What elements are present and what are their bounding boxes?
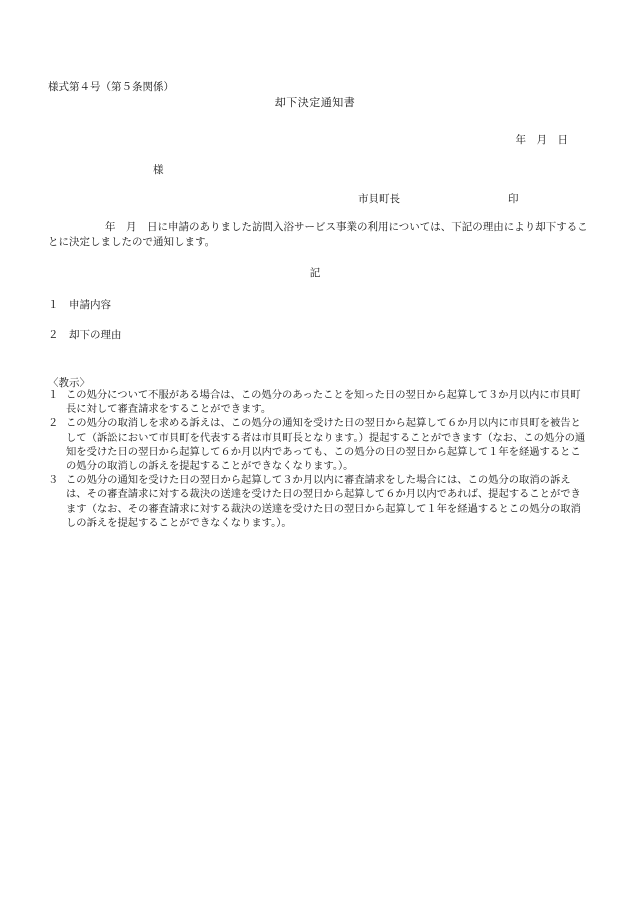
issue-date: 年 月 日 [515, 134, 568, 146]
notice-item [48, 388, 588, 416]
notice-number: ２ [48, 417, 59, 430]
addressee-honorific: 様 [153, 164, 164, 176]
seal-mark: 印 [508, 193, 519, 205]
notice-item [48, 473, 588, 530]
item-rejection-reason [48, 328, 122, 343]
notice-list [48, 388, 588, 530]
notice-item [48, 416, 588, 473]
notice-text: この処分の取消しを求める訴えは、この処分の通知を受けた日の翌日から起算して６か月以内に市貝町を被告として（訴訟において市貝町を代表する者は市貝町長となります。）提起することができます（なお、この処分の通知を受けた日の翌日から起算して６か月以内であっても、この処分の日の翌日から起算して１年を経過するとこの処分の取消しの訴えを提起することができなくなります。）。 [66, 417, 586, 473]
notice-number: ３ [48, 474, 59, 487]
item-application-content [48, 298, 111, 313]
document-title: 却下決定通知書 [274, 96, 356, 109]
application-date: 年 月 [105, 221, 147, 233]
ki-heading: 記 [309, 267, 321, 279]
notice-text: この処分の通知を受けた日の翌日から起算して３か月以内に審査請求をした場合には、この処分の取消の訴えは、その審査請求に対する裁決の送達を受けた日の翌日から起算して６か月以内であれば、提起することができます（なお、その審査請求に対する裁決の送達を受けた日の翌日から起算して１年を経過するとこの処分の取消しの訴えを提起することができなくなります。）。 [66, 474, 581, 529]
item-number: ２ [48, 329, 59, 341]
form-number: 様式第４号（第５条関係） [48, 81, 174, 93]
item-number: １ [48, 299, 59, 311]
sender-name: 市貝町長 [358, 193, 400, 205]
item-label: 申請内容 [69, 299, 111, 311]
body-paragraph [48, 220, 588, 250]
item-label: 却下の理由 [69, 329, 122, 341]
notice-heading: 〈教示〉 [48, 377, 90, 389]
notice-text: この処分について不服がある場合は、この処分のあったことを知った日の翌日から起算して３か月以内に市貝町長に対して審査請求をすることができます。 [66, 389, 581, 416]
body-text: 日に申請のありました訪問入浴サービス事業の利用については、下記の理由により却下することに決定しましたので通知します。 [48, 221, 588, 249]
notice-number: １ [48, 389, 59, 401]
